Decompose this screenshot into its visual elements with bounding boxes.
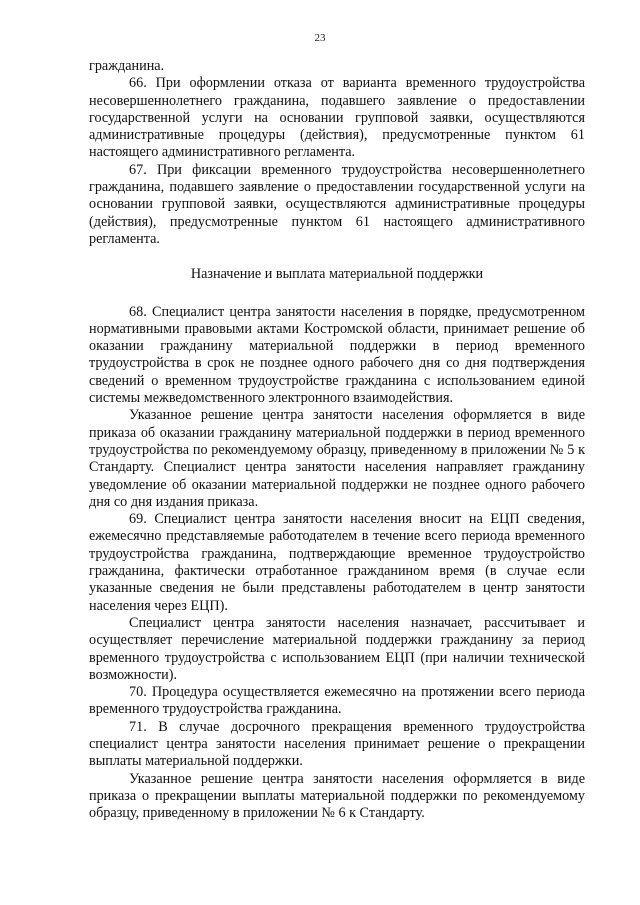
paragraph-71: 71. В случае досрочного прекращения временного трудоустройства специалист центра занятости населения принимает решение о прекращении выплаты материальной поддержки.: [89, 718, 585, 770]
paragraph-70: 70. Процедура осуществляется ежемесячно на протяжении всего периода временного трудоустройства гражданина.: [89, 684, 585, 718]
paragraph-69-payment: Специалист центра занятости населения назначает, рассчитывает и осуществляет перечисление материальной поддержки гражданину за период временного трудоустройства с использованием ЕЦП (при наличии технической возможности).: [89, 614, 585, 683]
page-number: 23: [314, 32, 326, 44]
document-body: [89, 58, 585, 822]
paragraph-continuation: гражданина.: [89, 58, 165, 74]
paragraph-71-order: Указанное решение центра занятости населения оформляется в виде приказа о прекращении выплаты материальной поддержки по рекомендуемому образцу, приведенному в приложении № 6 к Стандарту.: [89, 770, 585, 822]
section-heading: Назначение и выплата материальной поддержки: [190, 266, 484, 283]
paragraph-66: 66. При оформлении отказа от варианта временного трудоустройства несовершеннолетнего гражданина, подавшего заявление о предоставлении государственной услуги на основании групповой заявки, осуществляются административные процедуры (действия), предусмотренные пунктом 61 настоящего административного регламента.: [89, 75, 585, 161]
paragraph-67: 67. При фиксации временного трудоустройства несовершеннолетнего гражданина, подавшего заявление о предоставлении государственной услуги на основании групповой заявки, осуществляются административные процедуры (действия), предусмотренные пунктом 61 настоящего административного регламента.: [89, 161, 585, 247]
paragraph-69: 69. Специалист центра занятости населения вносит на ЕЦП сведения, ежемесячно представляемые работодателем в течение всего периода временного трудоустройства гражданина, подтверждающие временное трудоустройство гражданина, фактически отработанное гражданином время (в случае если указанные сведения не были представлены работодателем в центр занятости населения через ЕЦП).: [89, 511, 585, 614]
paragraph-68: 68. Специалист центра занятости населения в порядке, предусмотренном нормативными правовыми актами Костромской области, принимает решение об оказании гражданину материальной поддержки в период временного трудоустройства в срок не позднее одного рабочего дня со дня подтверждения сведений о временном трудоустройстве гражданина с использованием единой системы межведомственного электронного взаимодействия.: [89, 303, 585, 407]
paragraph-68-order: Указанное решение центра занятости населения оформляется в виде приказа об оказании гражданину материальной поддержки в период временного трудоустройства по рекомендуемому образцу, приведенному в приложении № 5 к Стандарту. Специалист центра занятости населения направляет гражданину уведомление об оказании материальной поддержки не позднее одного рабочего дня со дня издания приказа.: [89, 407, 585, 510]
